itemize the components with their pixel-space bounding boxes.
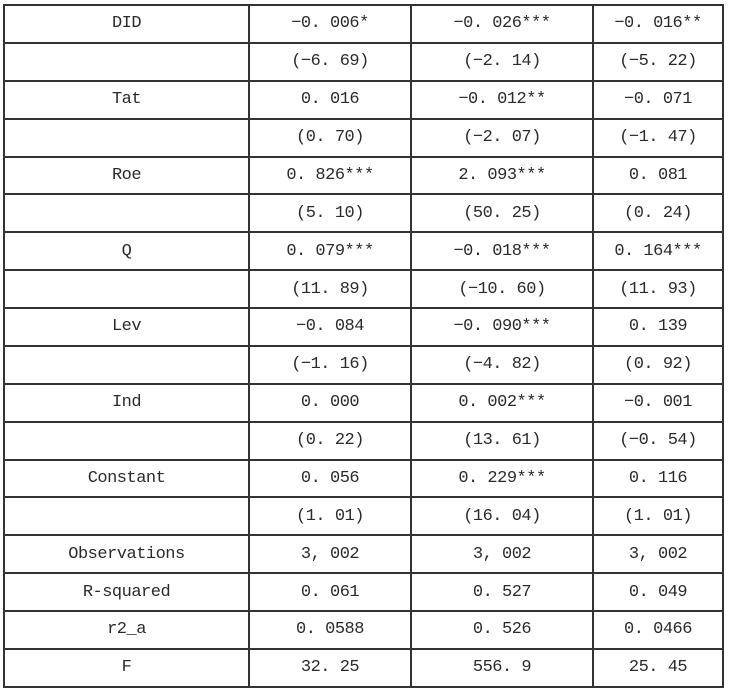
value-cell: (0. 24) [593,194,723,232]
value-cell: 0. 826*** [249,157,411,195]
row-label-cell: Constant [4,460,249,498]
table-row [4,308,723,346]
row-label-cell: DID [4,5,249,43]
regression-table-container [3,4,724,688]
value-cell: −0. 026*** [411,5,593,43]
value-cell: −0. 084 [249,308,411,346]
value-cell: 0. 0466 [593,611,723,649]
value-cell: (16. 04) [411,497,593,535]
value-cell: −0. 006* [249,5,411,43]
value-cell: −0. 071 [593,81,723,119]
table-row [4,422,723,460]
value-cell: (−1. 47) [593,119,723,157]
value-cell: (1. 01) [249,497,411,535]
row-label-cell [4,119,249,157]
regression-table [3,4,724,688]
value-cell: 0. 049 [593,573,723,611]
table-row [4,346,723,384]
row-label-cell: R-squared [4,573,249,611]
value-cell: −0. 090*** [411,308,593,346]
value-cell: 3, 002 [411,535,593,573]
table-row [4,535,723,573]
value-cell: 0. 081 [593,157,723,195]
row-label-cell [4,422,249,460]
value-cell: (−0. 54) [593,422,723,460]
value-cell: 0. 002*** [411,384,593,422]
value-cell: 0. 000 [249,384,411,422]
value-cell: 2. 093*** [411,157,593,195]
value-cell: 0. 016 [249,81,411,119]
table-row [4,232,723,270]
table-body [4,5,723,687]
row-label-cell [4,346,249,384]
value-cell: 3, 002 [249,535,411,573]
row-label-cell [4,43,249,81]
table-row [4,270,723,308]
value-cell: (−6. 69) [249,43,411,81]
value-cell: 0. 079*** [249,232,411,270]
row-label-cell [4,270,249,308]
value-cell: (13. 61) [411,422,593,460]
value-cell: 32. 25 [249,649,411,687]
table-row [4,5,723,43]
value-cell: (11. 89) [249,270,411,308]
value-cell: 25. 45 [593,649,723,687]
value-cell: 0. 229*** [411,460,593,498]
value-cell: (−4. 82) [411,346,593,384]
row-label-cell: Q [4,232,249,270]
value-cell: (0. 70) [249,119,411,157]
value-cell: (−10. 60) [411,270,593,308]
table-row [4,43,723,81]
value-cell: (−5. 22) [593,43,723,81]
table-row [4,497,723,535]
value-cell: (11. 93) [593,270,723,308]
table-row [4,573,723,611]
table-row [4,611,723,649]
row-label-cell: Ind [4,384,249,422]
value-cell: 0. 526 [411,611,593,649]
value-cell: −0. 018*** [411,232,593,270]
value-cell: 0. 061 [249,573,411,611]
row-label-cell [4,194,249,232]
value-cell: (50. 25) [411,194,593,232]
value-cell: −0. 012** [411,81,593,119]
row-label-cell: Tat [4,81,249,119]
table-row [4,119,723,157]
row-label-cell: Observations [4,535,249,573]
value-cell: (0. 22) [249,422,411,460]
value-cell: (1. 01) [593,497,723,535]
value-cell: 0. 116 [593,460,723,498]
value-cell: (0. 92) [593,346,723,384]
value-cell: (−1. 16) [249,346,411,384]
value-cell: (−2. 14) [411,43,593,81]
row-label-cell: Lev [4,308,249,346]
value-cell: 0. 527 [411,573,593,611]
value-cell: 3, 002 [593,535,723,573]
table-row [4,194,723,232]
table-row [4,157,723,195]
value-cell: 0. 139 [593,308,723,346]
row-label-cell: Roe [4,157,249,195]
row-label-cell [4,497,249,535]
table-row [4,460,723,498]
value-cell: (−2. 07) [411,119,593,157]
table-row [4,384,723,422]
table-row [4,81,723,119]
value-cell: −0. 016** [593,5,723,43]
value-cell: 0. 0588 [249,611,411,649]
row-label-cell: F [4,649,249,687]
row-label-cell: r2_a [4,611,249,649]
table-row [4,649,723,687]
value-cell: 0. 164*** [593,232,723,270]
value-cell: (5. 10) [249,194,411,232]
value-cell: 0. 056 [249,460,411,498]
value-cell: 556. 9 [411,649,593,687]
value-cell: −0. 001 [593,384,723,422]
